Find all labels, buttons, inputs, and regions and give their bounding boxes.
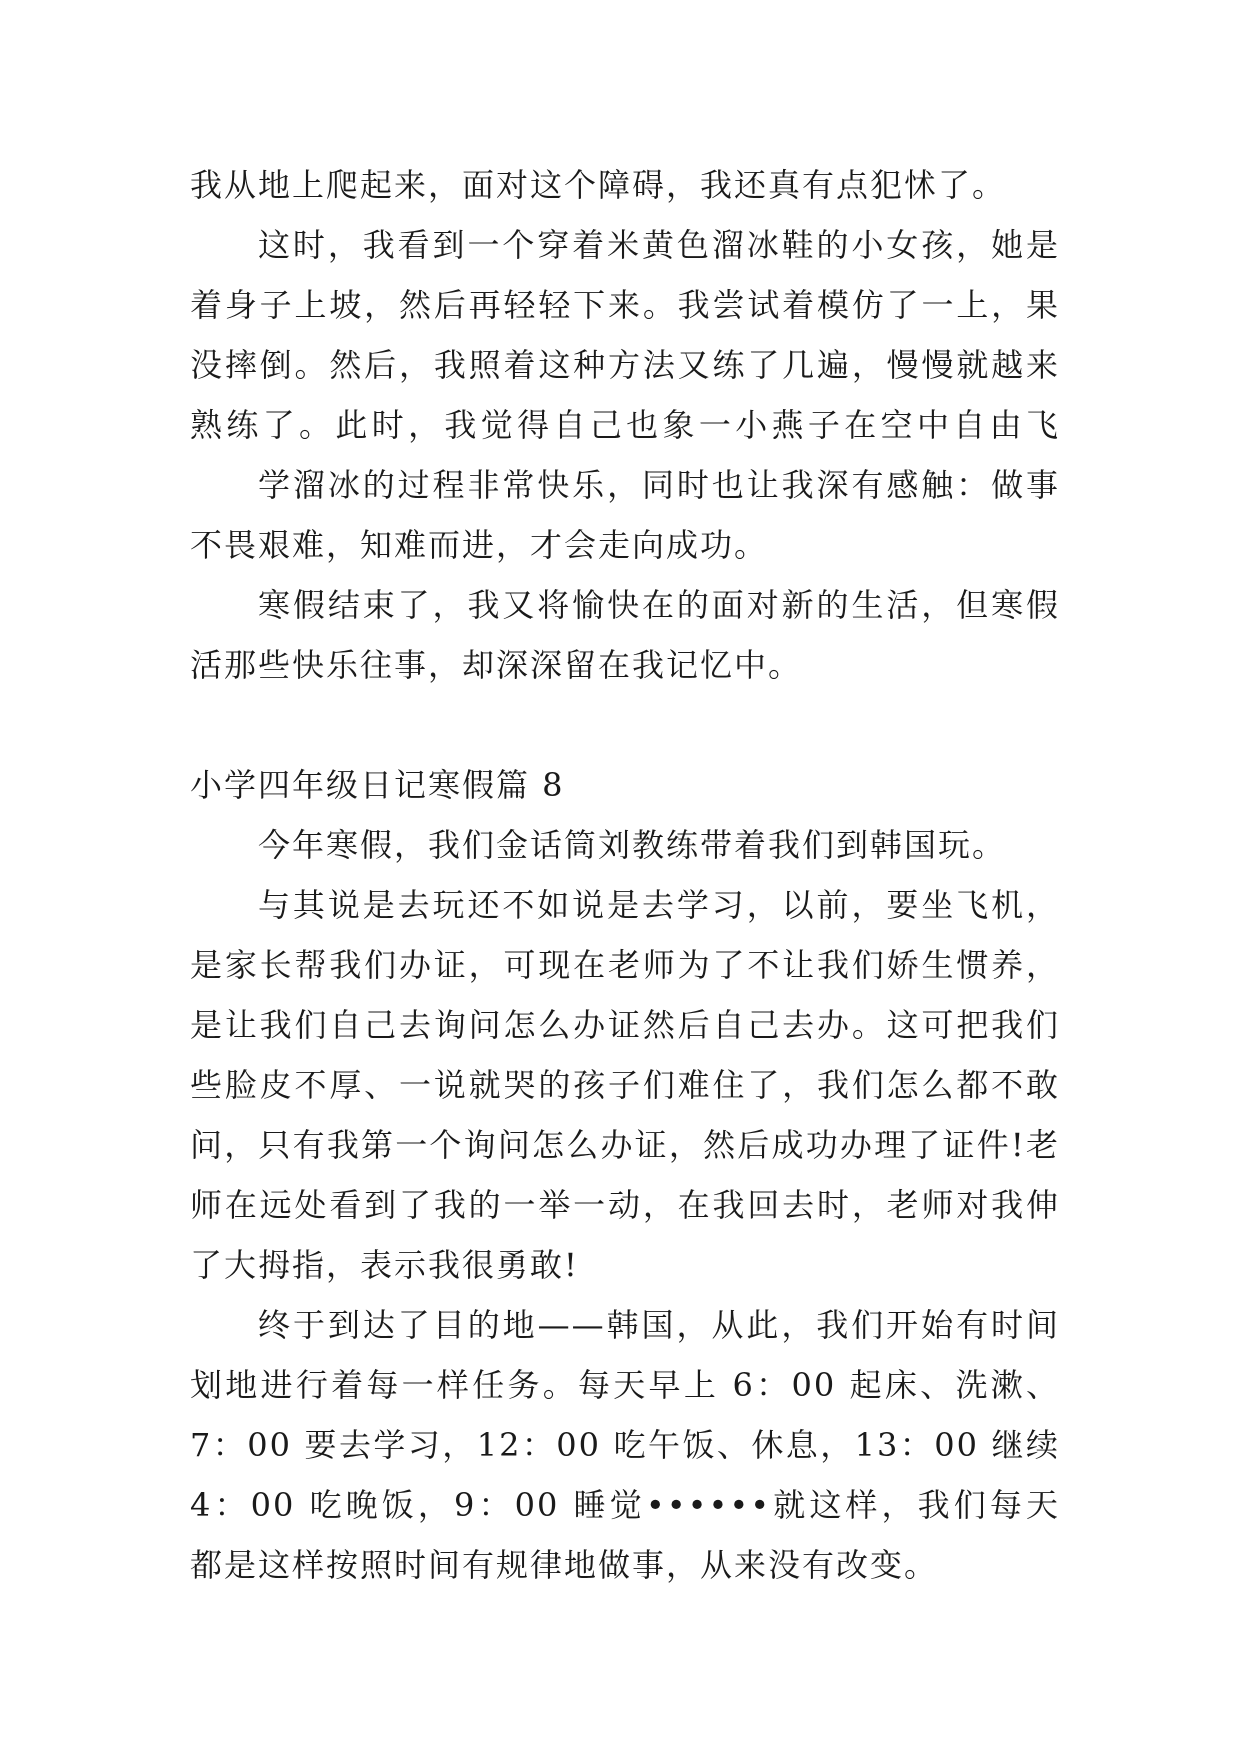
- paragraph-line: 寒假结束了，我又将愉快在的面对新的生活，但寒假: [258, 586, 1060, 624]
- paragraph-line: 问，只有我第一个询问怎么办证，然后成功办理了证件!老: [190, 1126, 1060, 1164]
- paragraph-line: 不畏艰难，知难而进，才会走向成功。: [190, 526, 769, 564]
- paragraph-line: 活那些快乐往事，却深深留在我记忆中。: [190, 646, 803, 684]
- paragraph-line: 没摔倒。然后，我照着这种方法又练了几遍，慢慢就越来: [190, 346, 1060, 384]
- section-title: 小学四年级日记寒假篇 8: [190, 766, 565, 804]
- paragraph-line: 些脸皮不厚、一说就哭的孩子们难住了，我们怎么都不敢: [190, 1066, 1060, 1104]
- paragraph-line: 与其说是去玩还不如说是去学习，以前，要坐飞机，: [258, 886, 1060, 924]
- paragraph-line: 着身子上坡，然后再轻轻下来。我尝试着模仿了一上，果: [190, 286, 1060, 324]
- paragraph-line: 划地进行着每一样任务。每天早上 6：00 起床、洗漱、: [190, 1366, 1060, 1404]
- paragraph-line: 7：00 要去学习，12：00 吃午饭、休息，13：00 继续: [190, 1426, 1060, 1464]
- paragraph-line: 学溜冰的过程非常快乐，同时也让我深有感触：做事: [258, 466, 1060, 504]
- paragraph-line: 终于到达了目的地——韩国，从此，我们开始有时间: [258, 1306, 1060, 1344]
- paragraph-line: 是家长帮我们办证，可现在老师为了不让我们娇生惯养，: [190, 946, 1060, 984]
- paragraph-line: 这时，我看到一个穿着米黄色溜冰鞋的小女孩，她是: [258, 226, 1060, 264]
- paragraph-line: 师在远处看到了我的一举一动，在我回去时，老师对我伸: [190, 1186, 1060, 1224]
- paragraph-line: 我从地上爬起来，面对这个障碍，我还真有点犯怵了。: [190, 166, 1007, 204]
- paragraph-line: 了大拇指，表示我很勇敢!: [190, 1246, 579, 1284]
- paragraph-line: 今年寒假，我们金话筒刘教练带着我们到韩国玩。: [258, 826, 1007, 864]
- paragraph-line: 4：00 吃晚饭，9：00 睡觉••••••就这样，我们每天: [190, 1486, 1060, 1524]
- paragraph-line: 熟练了。此时，我觉得自己也象一小燕子在空中自由飞: [190, 406, 1060, 444]
- document-body: [190, 155, 1060, 1595]
- paragraph-line: 是让我们自己去询问怎么办证然后自己去办。这可把我们: [190, 1006, 1060, 1044]
- section-spacer: [190, 695, 1060, 755]
- paragraph-line: 都是这样按照时间有规律地做事，从来没有改变。: [190, 1546, 939, 1584]
